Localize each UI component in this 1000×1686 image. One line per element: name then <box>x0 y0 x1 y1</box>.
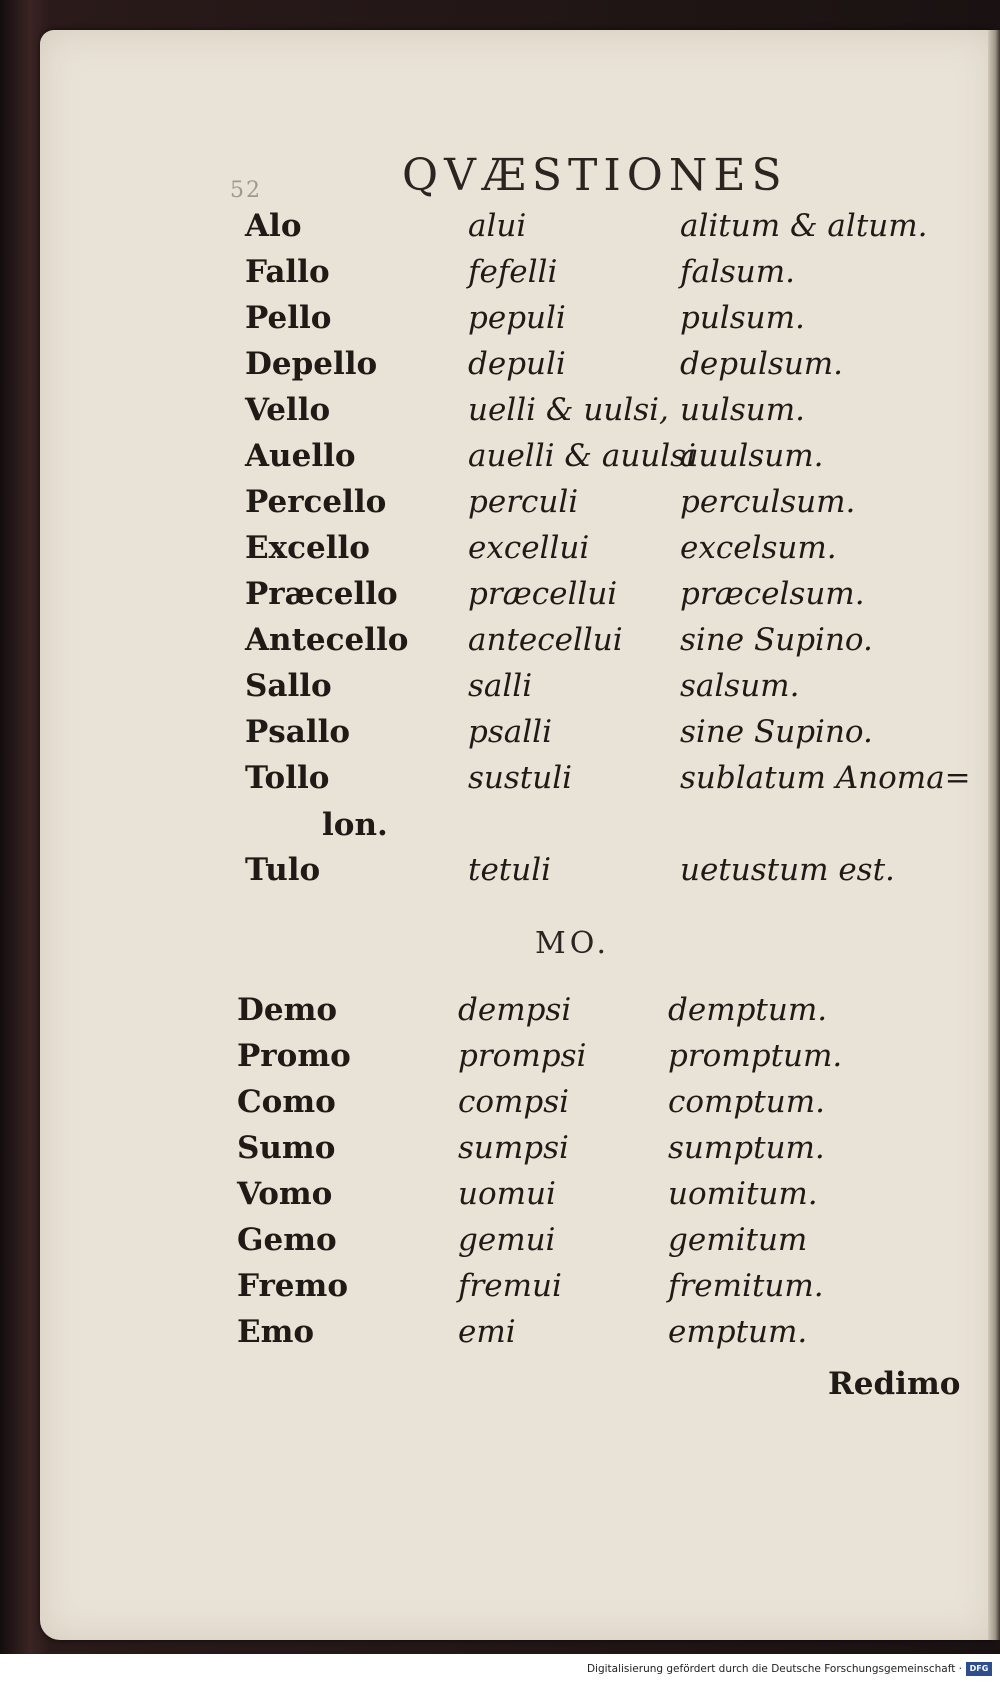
verb-supine: falsum. <box>680 254 795 290</box>
verb-supine: promptum. <box>668 1038 843 1074</box>
verb-supine: fremitum. <box>668 1268 824 1304</box>
table-row <box>0 1314 960 1358</box>
verb-supine: comptum. <box>668 1084 825 1120</box>
verb-supine: uomitum. <box>668 1176 818 1212</box>
table-row <box>0 438 960 482</box>
verb-perfect: fefelli <box>468 254 558 290</box>
continuation-text: lon. <box>322 807 388 843</box>
verb-present: Demo <box>237 992 338 1028</box>
table-row <box>0 576 960 620</box>
verb-present: Antecello <box>245 622 409 658</box>
verb-supine: sublatum Anoma= <box>680 760 971 796</box>
table-row <box>0 300 960 344</box>
footer-credit: Digitalisierung gefördert durch die Deutsche Forschungsgemeinschaft · <box>586 1663 962 1675</box>
verb-present: Alo <box>245 208 302 244</box>
verb-supine: demptum. <box>668 992 828 1028</box>
table-row <box>0 484 960 528</box>
table-row <box>0 852 960 896</box>
verb-present: Promo <box>237 1038 351 1074</box>
verb-perfect: alui <box>468 208 527 244</box>
verb-perfect: prompsi <box>458 1038 587 1074</box>
verb-supine: salsum. <box>680 668 800 704</box>
table-row <box>0 1268 960 1312</box>
dfg-logo: DFG <box>966 1662 992 1676</box>
catchword: Redimo <box>828 1366 961 1402</box>
verb-present: Pello <box>245 300 332 336</box>
verb-perfect: perculi <box>468 484 579 520</box>
verb-present: Excello <box>245 530 370 566</box>
verb-perfect: emi <box>458 1314 516 1350</box>
verb-present: Vello <box>245 392 331 428</box>
verb-perfect: gemui <box>458 1222 556 1258</box>
table-row <box>0 714 960 758</box>
verb-present: Fremo <box>237 1268 348 1304</box>
table-row <box>0 346 960 390</box>
verb-perfect: uelli & uulsi, <box>468 392 669 428</box>
verb-perfect: uomui <box>458 1176 556 1212</box>
table-row <box>0 1222 960 1266</box>
table-row <box>0 760 971 804</box>
verb-supine: auulsum. <box>680 438 824 474</box>
verb-supine: gemitum <box>668 1222 808 1258</box>
page-number: 52 <box>230 178 262 203</box>
table-row <box>0 1130 960 1174</box>
section-heading: MO. <box>535 926 611 961</box>
verb-present: Depello <box>245 346 378 382</box>
verb-present: Psallo <box>245 714 351 750</box>
verb-perfect: dempsi <box>458 992 572 1028</box>
verb-present: Como <box>237 1084 336 1120</box>
table-row <box>0 208 960 252</box>
verb-supine: excelsum. <box>680 530 837 566</box>
table-row <box>0 1038 960 1082</box>
verb-present: Sumo <box>237 1130 336 1166</box>
verb-supine: sumptum. <box>668 1130 825 1166</box>
verb-present: Vomo <box>237 1176 333 1212</box>
verb-supine: emptum. <box>668 1314 808 1350</box>
verb-perfect: fremui <box>458 1268 562 1304</box>
table-row <box>0 254 960 298</box>
verb-present: Tulo <box>245 852 321 888</box>
verb-supine: sine Supino. <box>680 622 873 658</box>
table-row <box>0 530 960 574</box>
verb-perfect: sumpsi <box>458 1130 569 1166</box>
verb-present: Præcello <box>245 576 398 612</box>
verb-perfect: psalli <box>468 714 552 750</box>
table-row <box>0 668 960 712</box>
table-row <box>0 1084 960 1128</box>
page-edge <box>988 30 1000 1640</box>
verb-perfect: compsi <box>458 1084 570 1120</box>
verb-supine: sine Supino. <box>680 714 873 750</box>
verb-supine: depulsum. <box>680 346 844 382</box>
verb-supine: alitum & altum. <box>680 208 928 244</box>
verb-perfect: auelli & auulsi <box>468 438 696 474</box>
verb-perfect: antecellui <box>468 622 623 658</box>
verb-supine: perculsum. <box>680 484 856 520</box>
verb-present: Gemo <box>237 1222 337 1258</box>
verb-perfect: salli <box>468 668 533 704</box>
verb-supine: pulsum. <box>680 300 805 336</box>
verb-supine: præcelsum. <box>680 576 865 612</box>
running-head: QVÆSTIONES <box>402 150 788 201</box>
table-row <box>0 1176 960 1220</box>
footer-bar <box>0 1654 1000 1686</box>
verb-perfect: tetuli <box>468 852 552 888</box>
verb-perfect: pepuli <box>468 300 566 336</box>
verb-present: Auello <box>245 438 356 474</box>
table-row <box>0 622 960 666</box>
verb-perfect: præcellui <box>468 576 618 612</box>
verb-present: Emo <box>237 1314 315 1350</box>
table-row <box>0 392 960 436</box>
verb-present: Sallo <box>245 668 332 704</box>
verb-perfect: excellui <box>468 530 590 566</box>
verb-present: Fallo <box>245 254 330 290</box>
verb-supine: uulsum. <box>680 392 805 428</box>
verb-present: Percello <box>245 484 387 520</box>
verb-perfect: sustuli <box>468 760 573 796</box>
verb-present: Tollo <box>245 760 330 796</box>
verb-perfect: depuli <box>468 346 566 382</box>
table-row <box>0 992 960 1036</box>
verb-supine: uetustum est. <box>680 852 895 888</box>
